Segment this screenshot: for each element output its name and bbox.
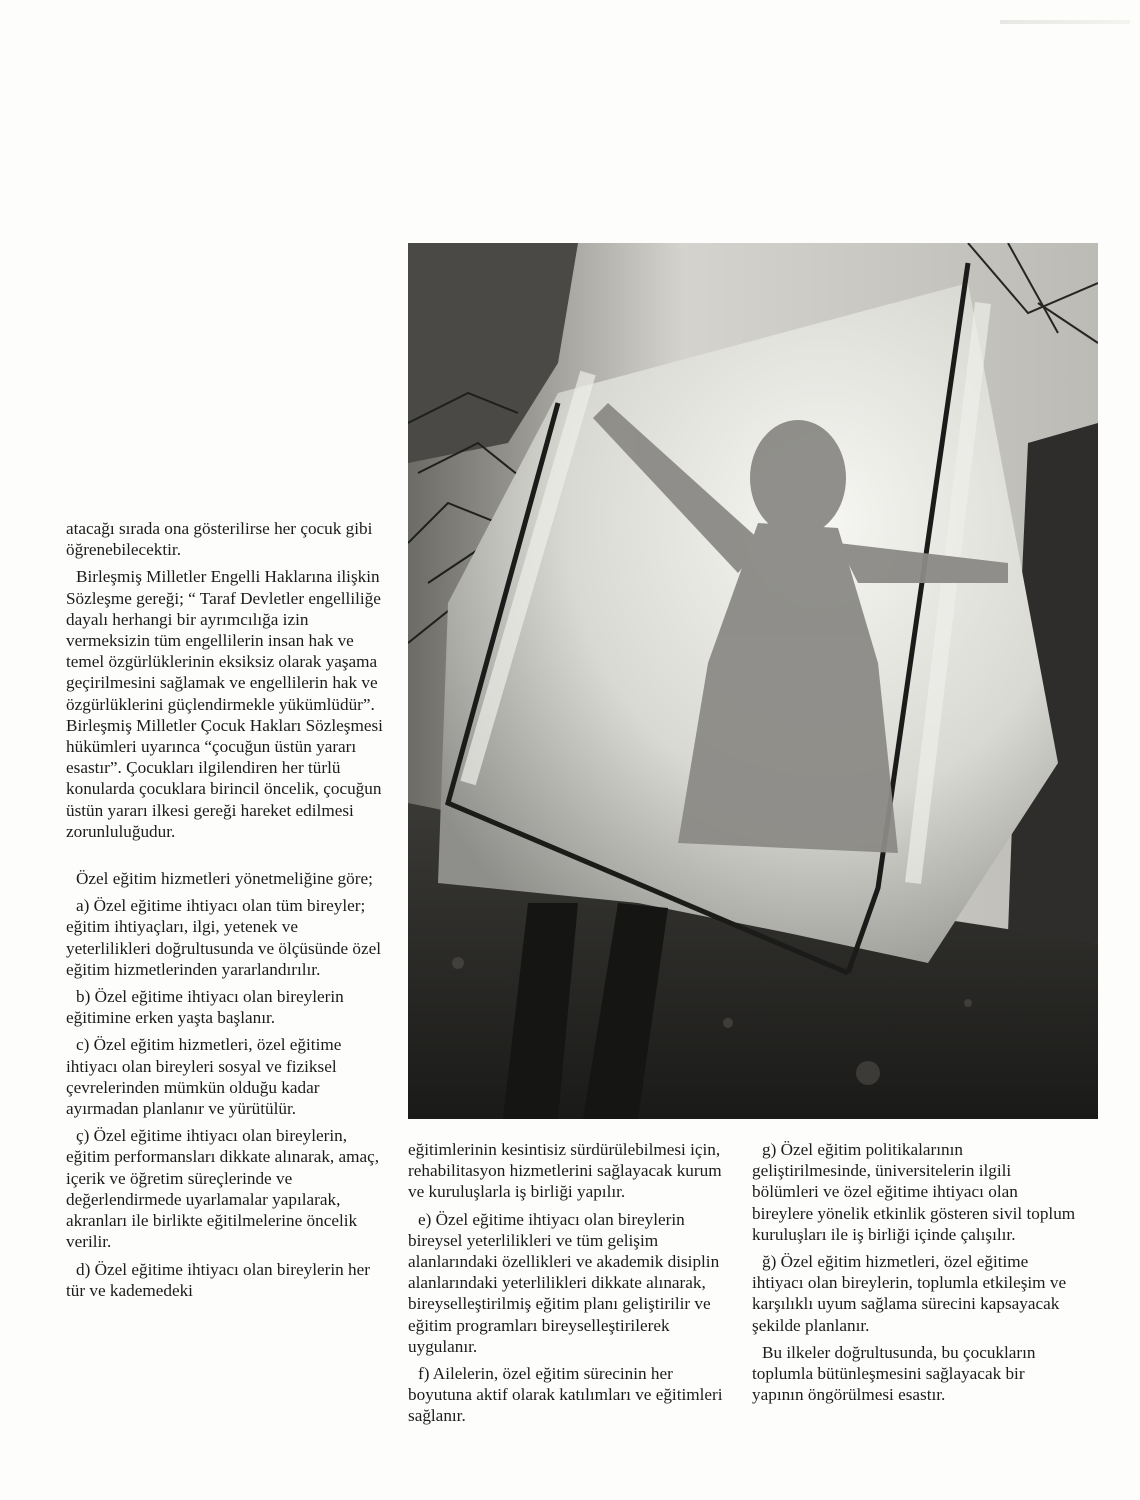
paragraph: atacağı sırada ona gösterilirse her çocuk gibi öğrenebilecektir. (66, 519, 373, 560)
text-column-left (66, 518, 386, 1307)
list-item-g: g) Özel eğitim politikalarının geliştirilmesinde, üniversitelerin ilgili bölümleri ve özel eğitime ihtiyacı olan bireylere yönelik etkinlik gösteren sivil toplum kuruluşları ile iş birliği içinde çalışılır. (752, 1140, 1076, 1244)
list-item-e: e) Özel eğitime ihtiyacı olan bireylerin bireysel yeterlilikleri ve tüm gelişim alanlarındaki özellikleri ve akademik disiplin alanlarındaki yeterlilikleri dikkate alınarak, bireyselleştirilmiş eğitim planı geliştirilir ve eğitim programları bireyselleştirilerek uygulanır. (408, 1209, 720, 1356)
text-column-middle (408, 1139, 738, 1433)
list-item-cc: ç) Özel eğitime ihtiyacı olan bireylerin, eğitim performansları dikkate alınarak, amaç, içerik ve öğretim süreçlerinde ve değerlendirmede uyarlamalar yapılarak, akranları ile birlikte eğitilmelerine öncelik verilir. (66, 1126, 380, 1252)
list-item-c: c) Özel eğitim hizmetleri, özel eğitime ihtiyacı olan bireyleri sosyal ve fiziksel çevrelerinden mümkün olduğu kadar ayırmadan planlanır ve yürütülür. (66, 1035, 342, 1119)
paragraph: eğitimlerinin kesintisiz sürdürülebilmesi için, rehabilitasyon hizmetlerini sağlayacak kurum ve kuruluşlarla iş birliği yapılır. (408, 1140, 722, 1202)
photo-child-shadow-on-swing (408, 243, 1098, 1119)
paragraph: Birleşmiş Milletler Engelli Haklarına ilişkin Sözleşme gereği; “ Taraf Devletler engelliliğe dayalı herhangi bir ayrımcılığa izin vermeksizin tüm engellilerin insan hak ve temel özgürlüklerinin eksiksiz olarak yaşama geçirilmesini sağlamak ve engellilerin hak ve özgürlüklerini güçlendirmekle yükümlüdür”. Birleşmiş Milletler Çocuk Hakları Sözleşmesi hükümleri uyarınca “çocuğun üstün yararı esastır”. Çocukları ilgilendiren her türlü konularda çocuklara birincil öncelik, çocuğun üstün yararı ilkesi gereği hareket edilmesi zorunluluğudur. (66, 567, 383, 841)
list-item-gg: ğ) Özel eğitim hizmetleri, özel eğitime ihtiyacı olan bireylerin, toplumla etkileşim ve karşılıklı uyum sağlama sürecini kapsayacak şekilde planlanır. (752, 1252, 1067, 1335)
list-item-a: a) Özel eğitime ihtiyacı olan tüm bireyler; eğitim ihtiyaçları, ilgi, yetenek ve yeterlilikleri doğrultusunda ve ölçüsünde özel eğitim hizmetlerinden yararlandırılır. (66, 896, 382, 979)
list-item-f: f) Ailelerin, özel eğitim sürecinin her boyutuna aktif olarak katılımları ve eğitimleri sağlanır. (408, 1364, 723, 1426)
scan-mark (1000, 20, 1130, 24)
list-item-b: b) Özel eğitime ihtiyacı olan bireylerin eğitimine erken yaşta başlanır. (66, 987, 344, 1028)
list-item-d: d) Özel eğitime ihtiyacı olan bireylerin her tür ve kademedeki (66, 1259, 370, 1300)
paragraph: Özel eğitim hizmetleri yönetmeliğine göre; (76, 869, 373, 889)
closing-paragraph: Bu ilkeler doğrultusunda, bu çocukların toplumla bütünleşmesini sağlayacak bir yapının öngörülmesi esastır. (752, 1342, 1036, 1405)
text-column-right (752, 1139, 1077, 1411)
